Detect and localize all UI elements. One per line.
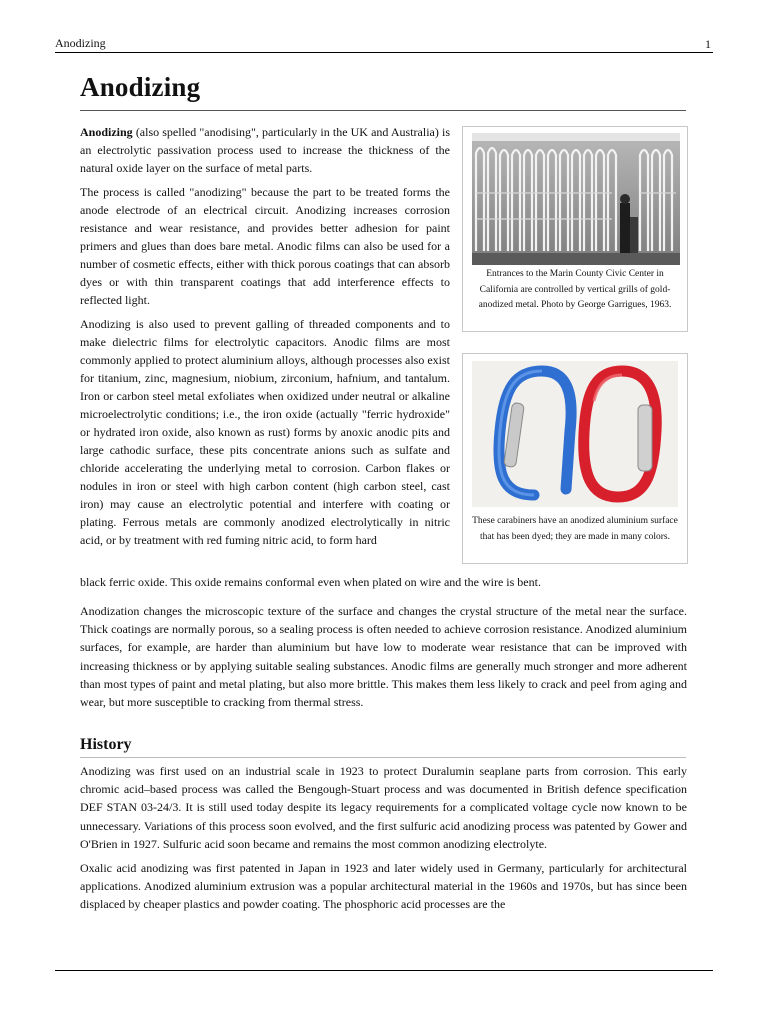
page-title: Anodizing <box>80 72 201 102</box>
carabiners-photo <box>472 361 678 507</box>
running-header <box>55 34 713 53</box>
body-paragraph-4 <box>80 602 687 717</box>
history-section <box>80 762 687 920</box>
intro-paragraph-1-text: (also spelled "anodising", particularly in the UK and Australia) is an electrolytic passivation process used to increase the thickness of the natural oxide layer on the surface of metal parts. <box>80 125 450 175</box>
body-paragraph-4-text: Anodization changes the microscopic texture of the surface and changes the crystal structure of the metal near the surface. Thick coatings are normally porous, so a sealing process is often needed to achieve corrosion resistance. Anodized aluminium surfaces, for example, are harder than aluminium but have low to moderate wear resistance that can be improved with increasing thickness or by applying suitable sealing substances. Anodic films are generally much stronger and more adherent than most types of paint and metal plating, but also more brittle. This makes them less likely to crack and peel from aging and wear, but more susceptible to cracking from thermal stress. <box>80 604 687 710</box>
running-title: Anodizing <box>55 36 106 50</box>
intro-paragraph-2: The process is called "anodizing" because the part to be treated forms the anode electrode of an electrical circuit. Anodizing increases corrosion resistance and wear resistance, and provides better adhesion for paint primers and glues than does bare metal. Anodic films can also be used for a number of cosmetic effects, either with thick porous coatings that can absorb dyes or with thin transparent coatings that add interference effects to reflected light. <box>80 185 450 307</box>
page-number: 1 <box>705 37 711 51</box>
history-divider <box>80 757 686 758</box>
intro-paragraph-3: Anodizing is also used to prevent galling of threaded components and to make dielectric films for electrolytic capacitors. Anodic films are most commonly applied to protect aluminium alloys, although processes also exist for titanium, zinc, magnesium, niobium, zirconium, hafnium, and tantalum. Iron or carbon steel metal exfoliates when oxidized under neutral or alkaline microelectrolytic conditions; i.e., the iron oxide (actually "ferric hydroxide" or hydrated iron oxide, also known as rust) forms by anoxic anodic pits and large cathodic surface, these pits concentrate anions such as sulfate and chloride accelerating the underlying metal to corrosion. Carbon flakes or nodules in iron or steel with high carbon content (high carbon steel, cast iron) may cause an electrolytic potential and interfere with coating or plating. Ferrous metals are commonly anodized electrolytically in nitric acid, or by treatment with red fuming nitric acid, to form hard <box>80 317 450 547</box>
figure-civic-center-caption: Entrances to the Marin County Civic Center in California are controlled by vertical grills of gold-anodized metal. Photo by George Garrigues, 1963. <box>478 269 672 310</box>
history-paragraph-2: Oxalic acid anodizing was first patented in Japan in 1923 and later widely used in Germany, particularly for architectural applications. Anodized aluminium extrusion was a popular architectural material in the 1960s and 1970s, but has since been displaced by cheaper plastics and powder coating. The phosphoric acid processes are the <box>80 861 687 912</box>
section-heading-history: History <box>80 736 132 753</box>
figure-carabiners-caption: These carabiners have an anodized aluminium surface that has been dyed; they are made in many colors. <box>472 516 678 542</box>
intro-paragraph-1 <box>80 123 450 177</box>
footer-rule <box>55 970 713 971</box>
figure-civic-center <box>462 126 688 332</box>
history-paragraph-1: Anodizing was first used on an industrial scale in 1923 to protect Duralumin seaplane parts from corrosion. This early chromic acid–based process was called the Bengough-Stuart process and was documented in British defence specification DEF STAN 03-24/3. It is still used today despite its legacy requirements for a complicated voltage cycle now known to be unnecessary. Variations of this process soon evolved, and the first sulfuric acid anodizing process was patented by Gower and O'Brien in 1927. Sulfuric acid soon became and remains the most common anodizing electrolyte. <box>80 764 687 851</box>
figure-carabiners <box>462 353 688 564</box>
term-anodizing: Anodizing <box>80 125 133 139</box>
intro-paragraph-3-tail: black ferric oxide. This oxide remains conformal even when plated on wire and the wire is bent. <box>80 575 541 589</box>
civic-center-photo <box>472 133 680 265</box>
intro-column <box>80 123 450 555</box>
title-divider <box>80 110 686 111</box>
